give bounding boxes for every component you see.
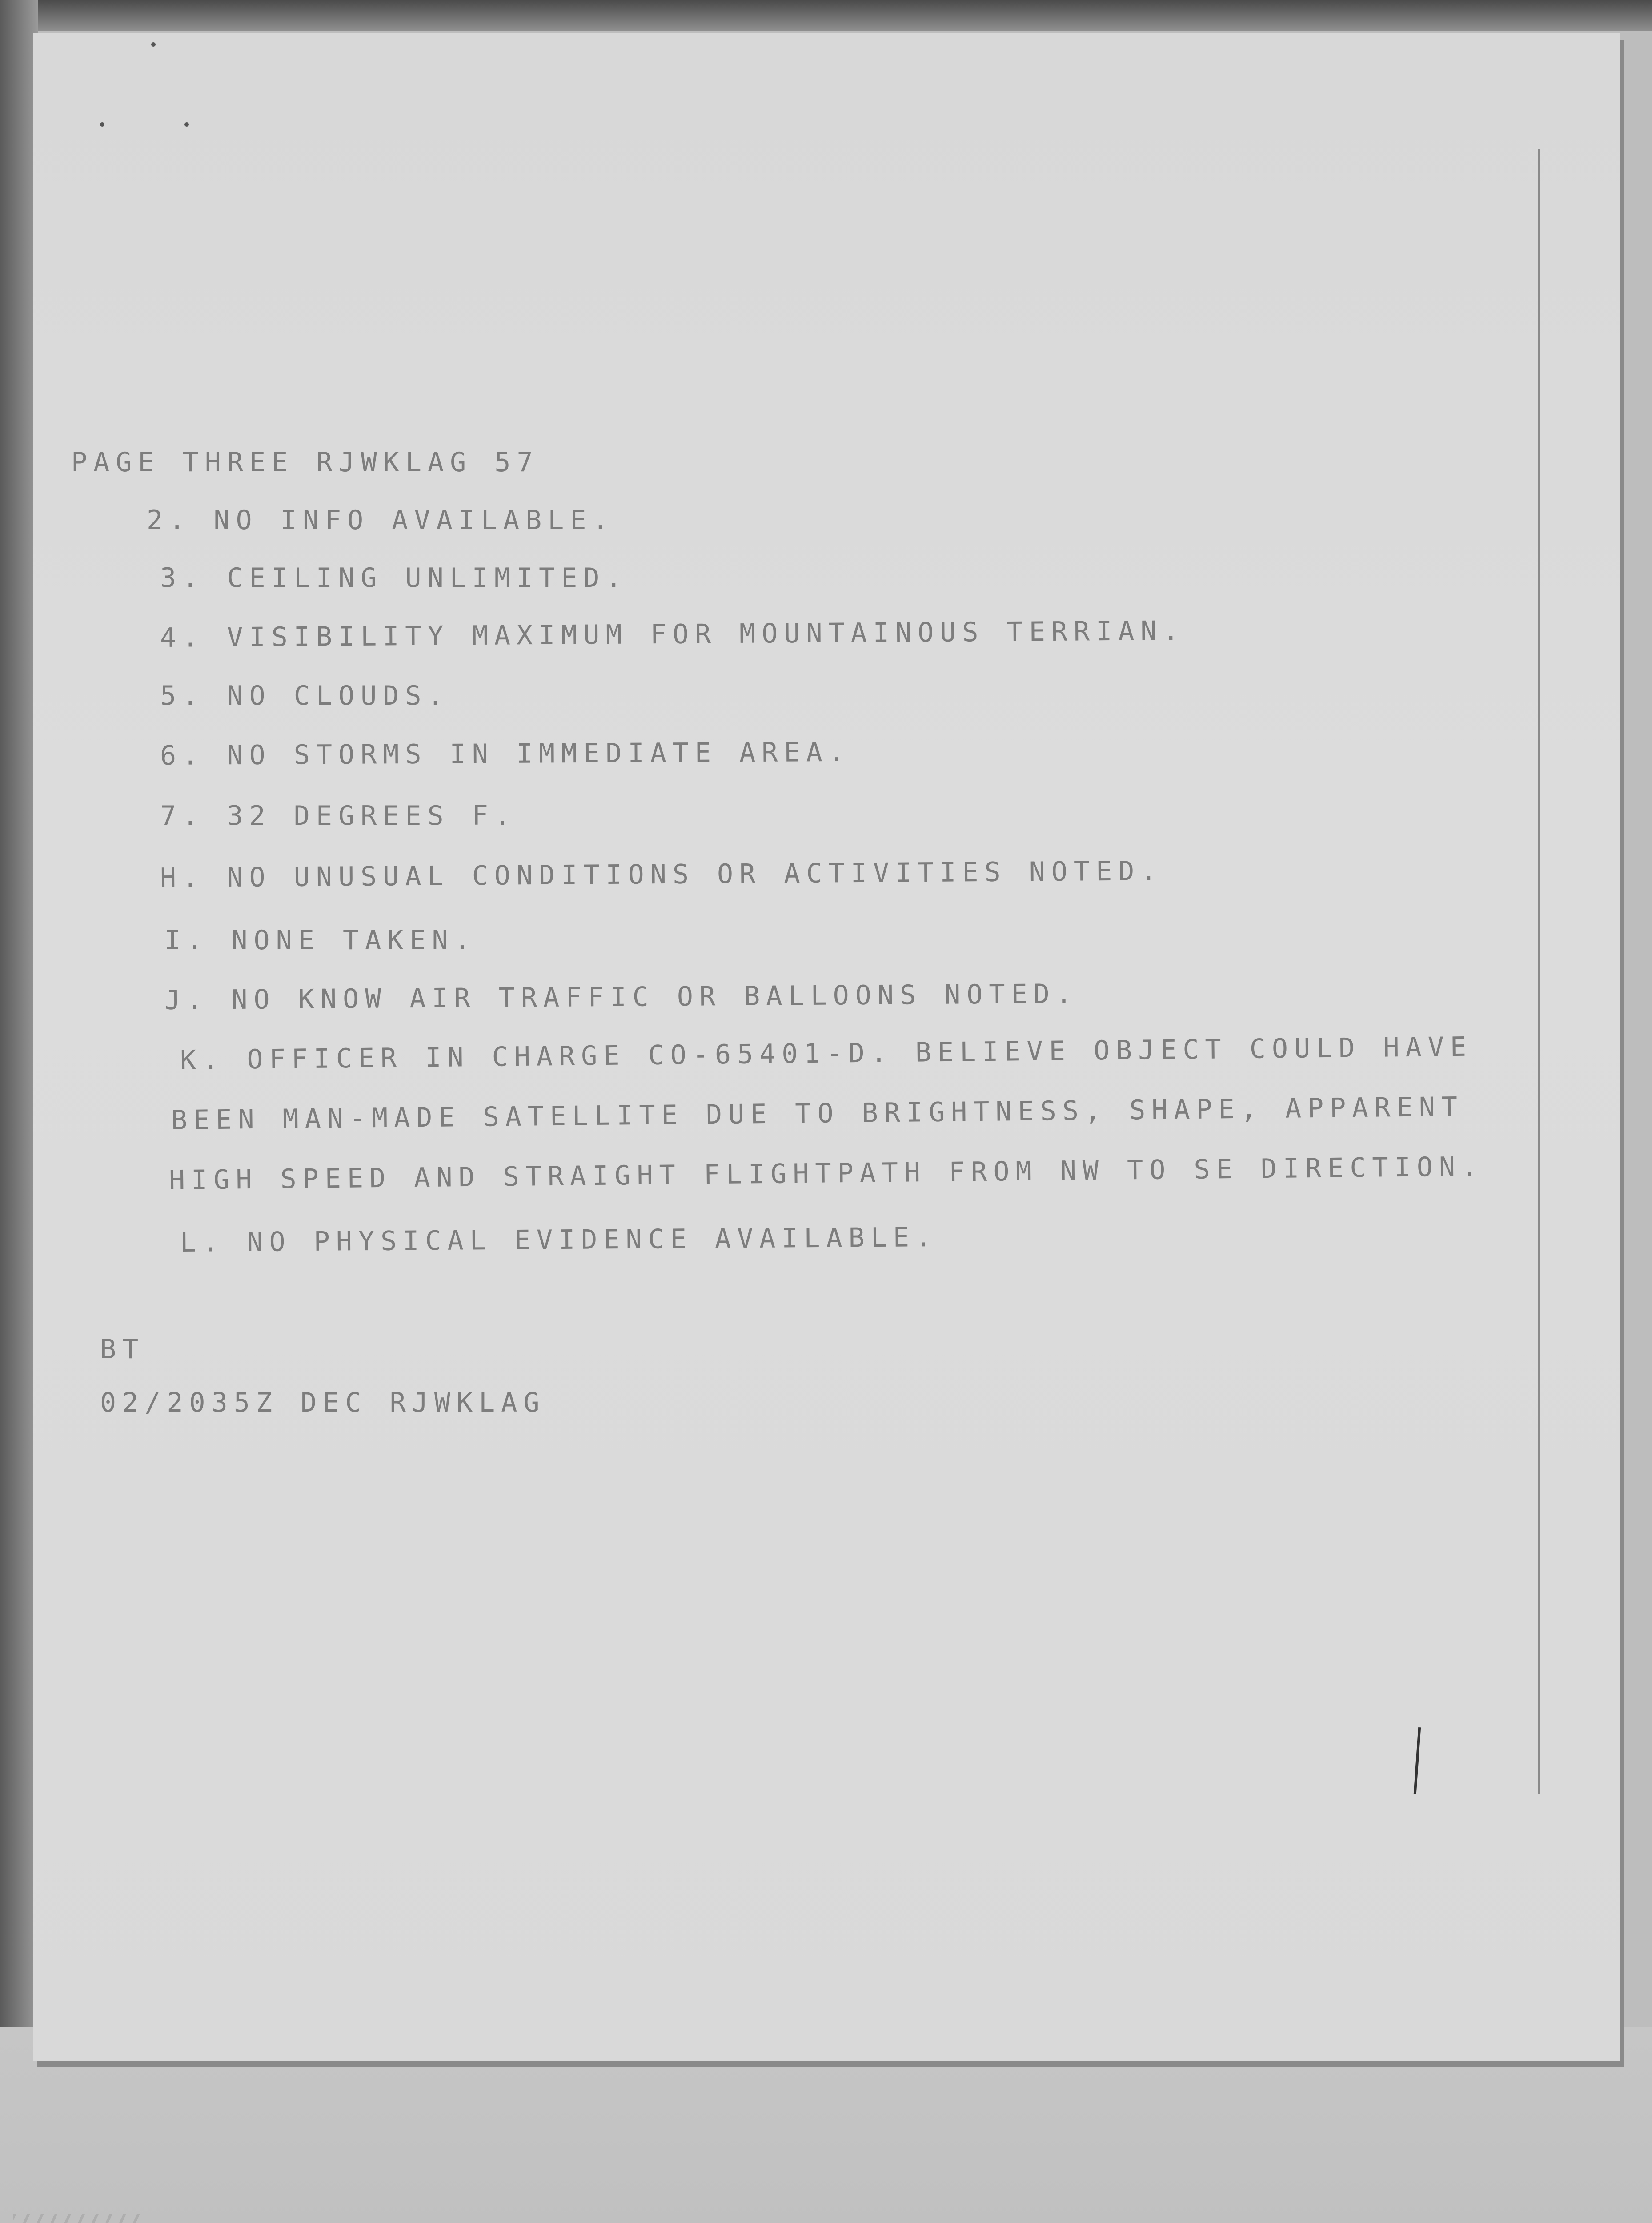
film-edge-top	[0, 0, 1652, 31]
break-marker: BT	[100, 1334, 145, 1365]
line-i: I. NONE TAKEN.	[164, 925, 477, 956]
line-l: L. NO PHYSICAL EVIDENCE AVAILABLE.	[180, 1222, 938, 1258]
speck	[100, 122, 104, 127]
line-k-cont-2: HIGH SPEED AND STRAIGHT FLIGHTPATH FROM NW TO SE DIRECTION.	[168, 1151, 1484, 1196]
line-4: 4. VISIBILITY MAXIMUM FOR MOUNTAINOUS TERRIAN.	[160, 615, 1185, 654]
page-header: PAGE THREE RJWKLAG 57	[71, 447, 539, 478]
film-edge-left	[0, 0, 38, 2090]
line-6: 6. NO STORMS IN IMMEDIATE AREA.	[160, 736, 851, 771]
line-3: 3. CEILING UNLIMITED.	[160, 562, 628, 594]
line-k: K. OFFICER IN CHARGE CO-65401-D. BELIEVE OBJECT COULD HAVE	[180, 1031, 1473, 1076]
line-k-cont-1: BEEN MAN-MADE SATELLITE DUE TO BRIGHTNESS, SHAPE, APPARENT	[171, 1091, 1464, 1136]
line-h: H. NO UNUSUAL CONDITIONS OR ACTIVITIES NOTED.	[160, 855, 1163, 894]
backdrop-streaks	[13, 2214, 147, 2223]
speck	[184, 122, 189, 127]
margin-rule	[1538, 149, 1540, 1794]
pen-mark	[1414, 1727, 1421, 1794]
line-2: 2. NO INFO AVAILABLE.	[147, 505, 615, 536]
speck	[151, 42, 156, 47]
line-j: J. NO KNOW AIR TRAFFIC OR BALLOONS NOTED.	[164, 978, 1079, 1016]
line-5: 5. NO CLOUDS.	[160, 680, 450, 711]
line-7: 7. 32 DEGREES F.	[160, 800, 517, 831]
document-page	[33, 33, 1620, 2061]
date-time-group: 02/2035Z DEC RJWKLAG	[100, 1387, 546, 1418]
